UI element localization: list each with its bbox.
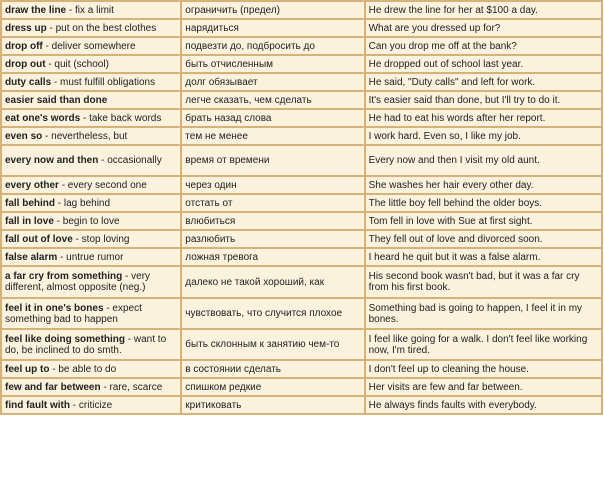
russian-translation-cell: легче сказать, чем сделать — [182, 92, 365, 110]
russian-translation-cell: спишком редкие — [182, 379, 365, 397]
idiom-definition: - want to do, be inclined to do smth. — [5, 333, 167, 356]
idiom-cell — [2, 213, 182, 231]
idiom-cell — [2, 110, 182, 128]
table-row — [2, 177, 603, 195]
idiom-cell — [2, 92, 182, 110]
idiom-phrase: fall in love — [5, 215, 54, 227]
idiom-cell — [2, 397, 182, 415]
russian-translation-cell: чувствовать, что случится плохое — [182, 299, 365, 330]
idiom-phrase: dress up — [5, 22, 47, 34]
example-sentence-cell: They fell out of love and divorced soon. — [366, 231, 603, 249]
idiom-definition: - rare, scarce — [100, 381, 163, 393]
idiom-cell — [2, 195, 182, 213]
idiom-cell — [2, 146, 182, 177]
example-sentence-cell: Every now and then I visit my old aunt. — [366, 146, 603, 177]
idiom-definition: - fix a limit — [66, 4, 114, 16]
example-sentence-cell: It's easier said than done, but I'll try to do it. — [366, 92, 603, 110]
example-sentence-cell: He drew the line for her at $100 a day. — [366, 2, 603, 20]
russian-translation-cell: брать назад слова — [182, 110, 365, 128]
idiom-cell — [2, 20, 182, 38]
example-sentence-cell: I work hard. Even so, I like my job. — [366, 128, 603, 146]
table-row — [2, 128, 603, 146]
table-row — [2, 56, 603, 74]
idiom-phrase: a far cry from something — [5, 271, 123, 282]
russian-translation-cell: ограничить (предел) — [182, 2, 365, 20]
idiom-definition: - nevertheless, but — [42, 130, 128, 142]
idiom-definition: - begin to love — [53, 215, 120, 227]
table-row — [2, 299, 603, 330]
idiom-phrase: fall behind — [5, 197, 55, 209]
idiom-cell — [2, 128, 182, 146]
example-sentence-cell: He always finds faults with everybody. — [366, 397, 603, 415]
russian-translation-cell: влюбиться — [182, 213, 365, 231]
idiom-definition: - be able to do — [49, 363, 117, 375]
idiom-cell — [2, 299, 182, 330]
idiom-phrase: drop out — [5, 58, 46, 70]
russian-translation-cell: быть отчисленным — [182, 56, 365, 74]
idiom-definition: - lag behind — [55, 197, 111, 209]
russian-translation-cell: нарядиться — [182, 20, 365, 38]
table-row — [2, 20, 603, 38]
table-row — [2, 195, 603, 213]
example-sentence-cell: Something bad is going to happen, I feel it in my bones. — [366, 299, 603, 330]
example-sentence-cell: I don't feel up to cleaning the house. — [366, 361, 603, 379]
idiom-cell — [2, 2, 182, 20]
table-row — [2, 397, 603, 415]
example-sentence-cell: I heard he quit but it was a false alarm. — [366, 249, 603, 267]
russian-translation-cell: разлюбить — [182, 231, 365, 249]
russian-translation-cell: тем не менее — [182, 128, 365, 146]
russian-translation-cell: критиковать — [182, 397, 365, 415]
idiom-phrase: find fault with — [5, 399, 70, 411]
idiom-phrase: feel up to — [5, 363, 50, 375]
idiom-phrase: drop off — [5, 40, 43, 52]
idiom-phrase: few and far between — [5, 381, 101, 393]
idiom-phrase: duty calls — [5, 76, 52, 88]
russian-translation-cell: далеко не такой хороший, как — [182, 267, 365, 299]
idiom-definition: - put on the best clothes — [46, 22, 157, 34]
idiom-phrase: false alarm — [5, 251, 58, 263]
russian-translation-cell: через один — [182, 177, 365, 195]
idiom-phrase: feel like doing something — [5, 333, 126, 345]
idiom-definition: - occasionally — [98, 155, 162, 166]
russian-translation-cell: подвезти до, подбросить до — [182, 38, 365, 56]
idiom-definition: - criticize — [70, 399, 113, 411]
table-row — [2, 361, 603, 379]
idiom-phrase: draw the line — [5, 4, 67, 16]
idiom-phrase: even so — [5, 130, 43, 142]
russian-translation-cell: долг обязывает — [182, 74, 365, 92]
table-row — [2, 379, 603, 397]
idiom-cell — [2, 74, 182, 92]
idiom-cell — [2, 177, 182, 195]
idiom-cell — [2, 56, 182, 74]
idiom-cell — [2, 361, 182, 379]
idiom-definition: - deliver somewhere — [42, 40, 136, 52]
table-row — [2, 2, 603, 20]
example-sentence-cell: He had to eat his words after her report. — [366, 110, 603, 128]
idiom-definition: - stop loving — [72, 233, 130, 245]
idiom-phrase: every now and then — [5, 155, 99, 166]
table-row — [2, 110, 603, 128]
table-row — [2, 92, 603, 110]
example-sentence-cell: The little boy fell behind the older boys. — [366, 195, 603, 213]
example-sentence-cell: He dropped out of school last year. — [366, 56, 603, 74]
idiom-cell — [2, 38, 182, 56]
idiom-definition: - expect something bad to happen — [5, 302, 142, 325]
example-sentence-cell: Can you drop me off at the bank? — [366, 38, 603, 56]
idiom-phrase: feel it in one's bones — [5, 302, 104, 314]
table-row — [2, 267, 603, 299]
table-row — [2, 231, 603, 249]
idiom-cell — [2, 330, 182, 361]
idiom-cell — [2, 379, 182, 397]
example-sentence-cell: His second book wasn't bad, but it was a far cry from his first book. — [366, 267, 603, 299]
idiom-definition: - very different, almost opposite (neg.) — [5, 271, 151, 293]
example-sentence-cell: What are you dressed up for? — [366, 20, 603, 38]
idiom-definition: - must fulfill obligations — [51, 76, 156, 88]
example-sentence-cell: I feel like going for a walk. I don't feel like working now, I'm tired. — [366, 330, 603, 361]
idioms-table-body — [2, 2, 603, 415]
table-row — [2, 330, 603, 361]
table-row — [2, 38, 603, 56]
idiom-cell — [2, 267, 182, 299]
idiom-cell — [2, 249, 182, 267]
table-row — [2, 74, 603, 92]
table-row — [2, 249, 603, 267]
example-sentence-cell: He said, "Duty calls" and left for work. — [366, 74, 603, 92]
russian-translation-cell: в состоянии сделать — [182, 361, 365, 379]
idiom-definition: - untrue rumor — [57, 251, 124, 263]
idiom-phrase: easier said than done — [5, 94, 108, 106]
example-sentence-cell: She washes her hair every other day. — [366, 177, 603, 195]
idiom-definition: - take back words — [80, 112, 162, 124]
idiom-phrase: every other — [5, 179, 59, 191]
idiom-phrase: fall out of love — [5, 233, 73, 245]
idiom-phrase: eat one's words — [5, 112, 81, 124]
russian-translation-cell: быть склонным к занятию чем-то — [182, 330, 365, 361]
example-sentence-cell: Tom fell in love with Sue at first sight. — [366, 213, 603, 231]
table-row — [2, 146, 603, 177]
russian-translation-cell: отстать от — [182, 195, 365, 213]
example-sentence-cell: Her visits are few and far between. — [366, 379, 603, 397]
idiom-cell — [2, 231, 182, 249]
idiom-definition: - quit (school) — [45, 58, 109, 70]
russian-translation-cell: время от времени — [182, 146, 365, 177]
table-row — [2, 213, 603, 231]
russian-translation-cell: ложная тревога — [182, 249, 365, 267]
idiom-definition: - every second one — [58, 179, 147, 191]
